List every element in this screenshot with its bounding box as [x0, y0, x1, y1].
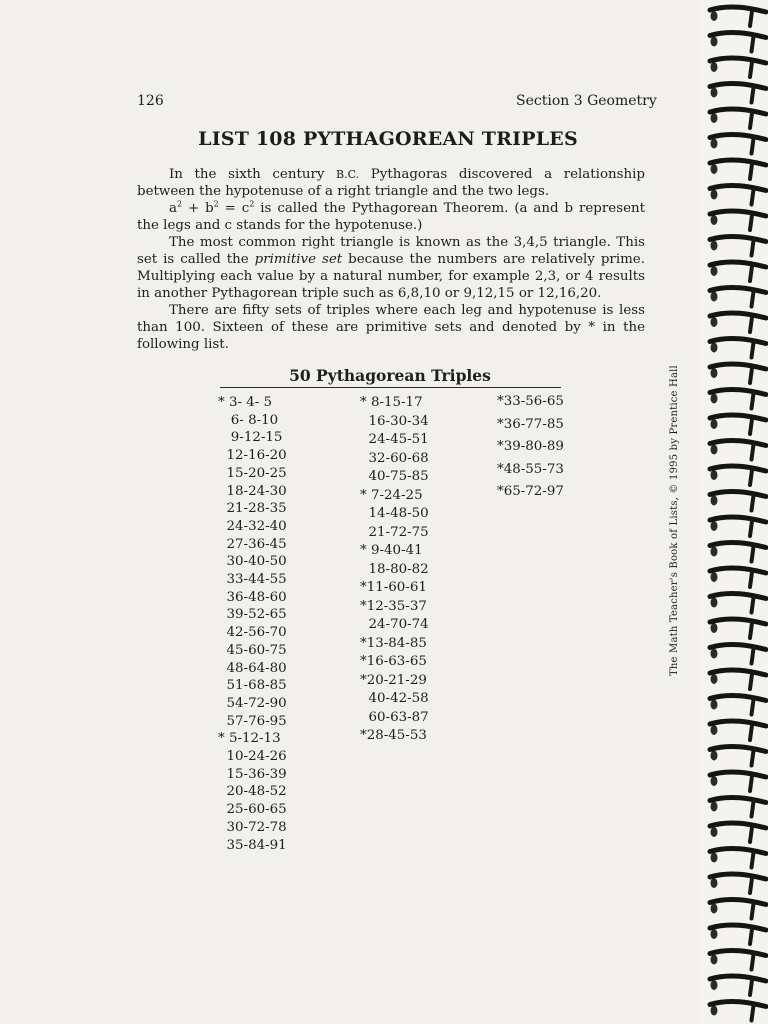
- triple-entry: * 3- 4- 5: [218, 395, 273, 410]
- triple-entry: 15-36-39: [218, 766, 287, 782]
- triples-column-3: [497, 391, 564, 504]
- triple-entry: 21-72-75: [360, 524, 429, 540]
- triple-entry: 21-28-35: [218, 501, 287, 517]
- triple-entry: *13-84-85: [360, 635, 427, 651]
- triple-entry: * 5-12-13: [218, 731, 281, 747]
- triple-entry: *12-35-37: [360, 598, 427, 614]
- triple-entry: 40-42-58: [360, 691, 429, 706]
- triple-entry: * 9-40-41: [360, 543, 423, 558]
- triple-entry: 30-72-78: [218, 819, 287, 835]
- triple-entry: 48-64-80: [218, 660, 287, 676]
- triple-entry: 20-48-52: [218, 784, 287, 800]
- triple-entry: 27-36-45: [218, 536, 287, 552]
- triple-entry: 15-20-25: [218, 465, 287, 481]
- triple-entry: *20-21-29: [360, 672, 427, 688]
- triple-entry: 32-60-68: [360, 450, 429, 466]
- triple-entry: *16-63-65: [360, 654, 427, 669]
- triple-entry: 10-24-26: [218, 749, 287, 765]
- triple-entry: 18-24-30: [218, 483, 287, 499]
- table-rule: [220, 387, 561, 388]
- table-title: 50 Pythagorean Triples: [289, 366, 491, 385]
- triple-entry: *33-56-65: [497, 394, 564, 409]
- triple-entry: 51-68-85: [218, 678, 287, 694]
- triple-entry: 39-52-65: [218, 607, 287, 623]
- triple-entry: 33-44-55: [218, 572, 287, 588]
- triple-entry: *11-60-61: [360, 580, 427, 595]
- triple-entry: 24-45-51: [360, 432, 429, 447]
- triple-entry: 6- 8-10: [218, 412, 279, 428]
- triple-entry: *36-77-85: [497, 416, 564, 432]
- paragraph-2: $a^2 + b^2 = c^2$ is called the Pythagorean Theorem. (a and b represent the legs and c stands for the hypotenuse.): [137, 199, 646, 233]
- paragraph-4: There are fifty sets of triples where each leg and hypotenuse is less than 100. Sixteen of these are primitive sets and denoted by * in the following list.: [137, 303, 645, 352]
- triple-entry: *65-72-97: [497, 484, 564, 499]
- triple-entry: 12-16-20: [218, 448, 287, 464]
- triple-entry: 36-48-60: [218, 589, 287, 605]
- triple-entry: 60-63-87: [360, 709, 429, 725]
- triple-entry: 14-48-50: [360, 506, 429, 521]
- triples-column-2: [360, 394, 429, 746]
- triple-entry: * 8-15-17: [360, 395, 423, 410]
- triple-entry: * 7-24-25: [360, 487, 423, 503]
- section-label: Section 3 Geometry: [516, 93, 657, 109]
- triple-entry: 9-12-15: [218, 430, 283, 446]
- triple-entry: 30-40-50: [218, 554, 287, 570]
- page-number: 126: [137, 93, 164, 109]
- triple-entry: 25-60-65: [218, 802, 287, 818]
- intro-text: [137, 166, 645, 353]
- triple-entry: *48-55-73: [497, 461, 564, 477]
- triple-entry: 42-56-70: [218, 625, 287, 641]
- paragraph-1: In the sixth century B.C. Pythagoras discovered a relationship between the hypotenuse of a right triangle and the two legs.: [137, 167, 645, 199]
- triples-column-1: [218, 394, 287, 854]
- triple-entry: 57-76-95: [218, 713, 287, 729]
- triple-entry: *28-45-53: [360, 728, 427, 743]
- spiral-binding: [700, 0, 768, 1024]
- triple-entry: 16-30-34: [360, 413, 429, 429]
- triple-entry: 45-60-75: [218, 642, 287, 658]
- triple-entry: 54-72-90: [218, 695, 287, 711]
- triple-entry: *39-80-89: [497, 439, 564, 454]
- triple-entry: 24-32-40: [218, 518, 287, 534]
- page-title: LIST 108 PYTHAGOREAN TRIPLES: [198, 128, 578, 150]
- paragraph-3: The most common right triangle is known as the 3,4,5 triangle. This set is called the primitive set because the numbers are relatively prime. Multiplying each value by a natural number, for example 2,3, or 4 results in another Pythagorean triple such as 6,8,10 or 9,12,15 or 12,16,20.: [137, 235, 645, 301]
- triple-entry: 40-75-85: [360, 469, 429, 484]
- triple-entry: 24-70-74: [360, 617, 429, 632]
- triple-entry: 18-80-82: [360, 561, 429, 577]
- triple-entry: 35-84-91: [218, 837, 287, 853]
- copyright-note: The Math Teacher's Book of Lists, © 1995 by Prentice Hall: [669, 365, 680, 676]
